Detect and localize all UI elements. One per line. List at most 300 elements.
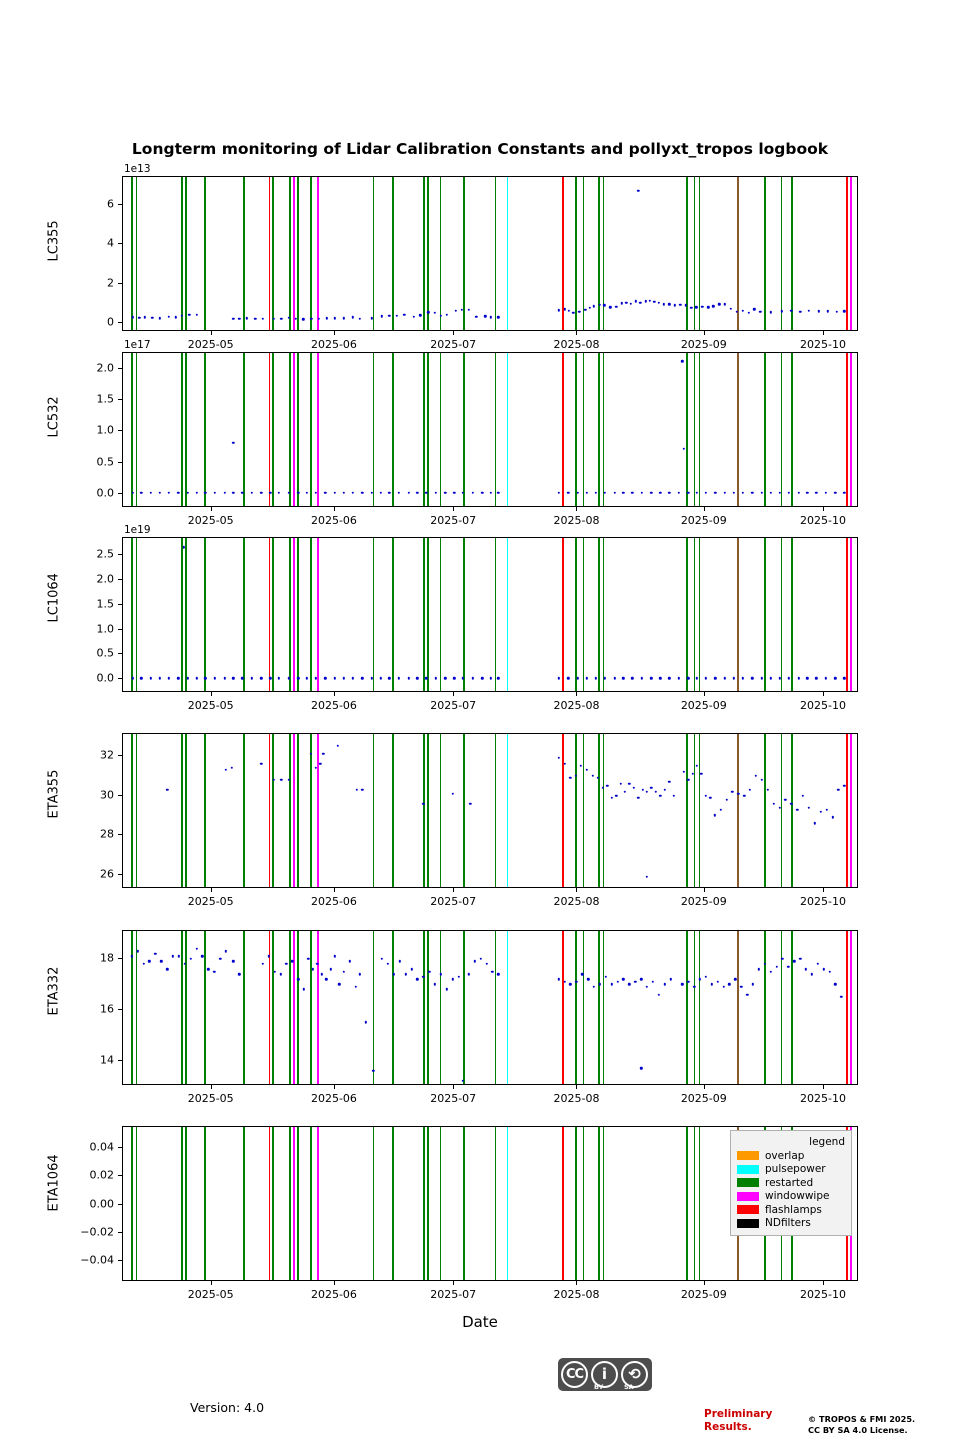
data-point: [828, 970, 830, 972]
event-line-restarted: [373, 538, 375, 691]
data-point: [563, 763, 565, 765]
legend-label: NDfilters: [765, 1217, 811, 1229]
data-point: [677, 492, 679, 494]
x-tick-label: 2025-07: [430, 699, 477, 712]
data-point: [338, 983, 340, 985]
event-line-restarted: [310, 177, 312, 330]
event-line-restarted: [289, 538, 291, 691]
data-point: [260, 677, 262, 679]
event-line-flashlamps: [846, 734, 848, 887]
x-tick-label: 2025-08: [553, 699, 600, 712]
event-line-windowwipe: [850, 734, 852, 887]
event-line-restarted: [185, 734, 187, 887]
event-line-restarted: [686, 1127, 688, 1280]
data-point: [177, 492, 179, 494]
y-axis-exponent-lc355: 1e13: [124, 163, 151, 175]
event-line-restarted: [243, 177, 245, 330]
y-tick: [118, 1204, 122, 1205]
event-line-restarted: [583, 931, 585, 1084]
event-line-restarted: [423, 1127, 425, 1280]
event-line-restarted: [204, 538, 206, 691]
event-line-restarted: [686, 931, 688, 1084]
legend-item-overlap[interactable]: [737, 1149, 845, 1162]
data-point: [659, 677, 661, 679]
event-line-restarted: [392, 931, 394, 1084]
x-tick: [211, 888, 212, 892]
data-point: [831, 816, 833, 818]
x-tick: [704, 888, 705, 892]
x-tick-label: 2025-09: [680, 1288, 727, 1301]
event-line-windowwipe: [850, 177, 852, 330]
data-point: [649, 299, 651, 301]
x-tick-label: 2025-07: [430, 1288, 477, 1301]
event-line-restarted: [463, 177, 465, 330]
data-point: [435, 677, 437, 679]
data-point: [640, 1067, 642, 1069]
x-tick-label: 2025-09: [680, 1092, 727, 1105]
y-axis-exponent-lc1064: 1e19: [124, 524, 151, 536]
data-point: [232, 677, 234, 679]
x-tick: [334, 692, 335, 696]
data-point: [668, 492, 670, 494]
data-point: [742, 677, 744, 679]
data-point: [354, 986, 356, 988]
data-point: [457, 976, 459, 978]
event-line-windowwipe: [317, 538, 319, 691]
x-tick: [576, 331, 577, 335]
event-line-restarted: [699, 931, 701, 1084]
event-line-restarted: [373, 734, 375, 887]
event-line-pulsepower: [507, 538, 509, 691]
y-axis-label-text: ETA332: [46, 966, 62, 1015]
legend-item-pulsepower[interactable]: [737, 1163, 845, 1176]
data-point: [351, 316, 353, 318]
legend-label: windowwipe: [765, 1190, 830, 1202]
event-line-restarted: [598, 931, 600, 1084]
figure-title: Longterm monitoring of Lidar Calibration Constants and pollyxt_tropos logbook: [131, 140, 829, 158]
data-point: [154, 953, 156, 955]
data-point: [379, 677, 381, 679]
legend-item-flashlamps[interactable]: [737, 1203, 845, 1216]
event-line-flashlamps: [562, 734, 564, 887]
subplot-lc532: [122, 352, 858, 507]
x-tick-label: 2025-05: [187, 1092, 234, 1105]
data-point: [388, 492, 390, 494]
data-point: [767, 788, 769, 790]
event-line-restarted: [131, 1127, 133, 1280]
data-point: [453, 677, 455, 679]
x-tick-label: 2025-09: [680, 895, 727, 908]
data-point: [343, 317, 345, 319]
x-tick: [334, 1281, 335, 1285]
data-point: [683, 771, 685, 773]
y-tick: [118, 1232, 122, 1233]
data-point: [652, 981, 654, 983]
data-point: [140, 492, 142, 494]
data-point: [166, 968, 168, 970]
data-point: [588, 307, 590, 309]
x-tick: [334, 507, 335, 511]
event-line-restarted: [781, 734, 783, 887]
x-tick-label: 2025-10: [800, 699, 847, 712]
x-tick-label: 2025-06: [310, 699, 357, 712]
data-point: [683, 448, 685, 450]
event-line-restarted: [392, 177, 394, 330]
data-point: [659, 492, 661, 494]
data-point: [453, 492, 455, 494]
event-line-restarted: [181, 177, 183, 330]
event-line-NDfilters: [737, 931, 739, 1084]
y-tick-label: 26: [100, 867, 114, 881]
y-tick: [118, 1009, 122, 1010]
data-point: [711, 983, 713, 985]
preliminary-results-note: [704, 1408, 772, 1434]
event-line-flashlamps: [846, 177, 848, 330]
data-point: [232, 318, 234, 320]
data-point: [302, 318, 304, 320]
data-point: [306, 677, 308, 679]
x-tick-label: 2025-05: [187, 895, 234, 908]
data-point: [753, 308, 755, 310]
data-point: [725, 798, 727, 800]
preliminary-line1: Preliminary: [704, 1408, 773, 1420]
event-line-restarted: [694, 1127, 696, 1280]
data-point: [633, 786, 635, 788]
event-line-restarted: [131, 353, 133, 506]
data-point: [251, 677, 253, 679]
data-point: [834, 677, 836, 679]
data-point: [166, 788, 168, 790]
event-line-windowwipe: [317, 353, 319, 506]
data-point: [324, 492, 326, 494]
event-line-restarted: [423, 931, 425, 1084]
y-tick: [118, 795, 122, 796]
y-tick: [118, 554, 122, 555]
y-tick-label: 1.0: [96, 622, 114, 636]
data-point: [175, 316, 177, 318]
x-tick-label: 2025-06: [310, 514, 357, 527]
legend-label: pulsepower: [765, 1163, 826, 1175]
data-point: [817, 963, 819, 965]
data-point: [584, 309, 586, 311]
data-point: [558, 757, 560, 759]
event-line-pulsepower: [507, 353, 509, 506]
data-point: [558, 677, 560, 679]
data-point: [569, 983, 571, 985]
data-point: [497, 973, 499, 975]
data-point: [641, 788, 643, 790]
data-point: [251, 492, 253, 494]
data-point: [742, 492, 744, 494]
preliminary-line2: Results.: [704, 1421, 752, 1434]
event-line-restarted: [463, 931, 465, 1084]
event-line-restarted: [603, 353, 605, 506]
data-point: [361, 677, 363, 679]
data-point: [497, 316, 499, 318]
data-point: [628, 782, 630, 784]
data-point: [407, 677, 409, 679]
x-tick: [453, 888, 454, 892]
x-tick-label: 2025-09: [680, 514, 727, 527]
data-point: [806, 492, 808, 494]
data-point: [481, 677, 483, 679]
data-point: [641, 492, 643, 494]
event-line-restarted: [583, 353, 585, 506]
data-point: [637, 796, 639, 798]
data-point: [705, 492, 707, 494]
y-tick: [118, 604, 122, 605]
y-tick: [118, 1147, 122, 1148]
data-point: [808, 310, 810, 312]
data-point: [262, 963, 264, 965]
event-line-restarted: [185, 353, 187, 506]
event-line-restarted: [136, 734, 138, 887]
data-point: [772, 802, 774, 804]
event-line-flashlamps: [562, 931, 564, 1084]
event-line-restarted: [136, 177, 138, 330]
event-line-restarted: [603, 177, 605, 330]
data-point: [479, 958, 481, 960]
data-point: [159, 317, 161, 319]
event-line-restarted: [598, 177, 600, 330]
event-line-windowwipe: [850, 931, 852, 1084]
data-point: [843, 677, 845, 679]
event-line-restarted: [781, 931, 783, 1084]
y-tick-label: 14: [100, 1053, 114, 1067]
data-point: [329, 968, 331, 970]
data-point: [434, 312, 436, 314]
data-point: [144, 316, 146, 318]
data-point: [167, 677, 169, 679]
event-line-restarted: [440, 538, 442, 691]
event-line-flashlamps: [846, 931, 848, 1084]
data-point: [585, 492, 587, 494]
data-point: [621, 302, 623, 304]
y-axis-label-text: ETA355: [46, 769, 62, 818]
event-line-restarted: [694, 734, 696, 887]
x-tick-label: 2025-08: [553, 1288, 600, 1301]
data-point: [497, 492, 499, 494]
data-point: [238, 973, 240, 975]
event-line-restarted: [575, 353, 577, 506]
event-line-windowwipe: [317, 734, 319, 887]
data-point: [343, 677, 345, 679]
plot-area: [123, 931, 857, 1084]
y-tick-label: 0.0: [96, 671, 114, 685]
y-tick: [118, 493, 122, 494]
cc-license-badge[interactable]: [558, 1358, 652, 1391]
x-tick-label: 2025-05: [187, 1288, 234, 1301]
data-point: [490, 316, 492, 318]
data-point: [223, 677, 225, 679]
y-tick-label: 0.5: [96, 646, 114, 660]
data-point: [814, 822, 816, 824]
data-point: [398, 677, 400, 679]
event-line-windowwipe: [293, 1127, 295, 1280]
data-point: [225, 769, 227, 771]
y-tick-label: 18: [100, 951, 114, 965]
legend-label: overlap: [765, 1149, 805, 1162]
data-point: [213, 970, 215, 972]
event-line-restarted: [764, 931, 766, 1084]
y-tick-label: 6: [107, 197, 114, 211]
data-point: [585, 677, 587, 679]
data-point: [624, 790, 626, 792]
data-point: [490, 492, 492, 494]
x-tick: [704, 331, 705, 335]
data-point: [142, 963, 144, 965]
x-axis-title: Date: [462, 1313, 498, 1331]
data-point: [195, 492, 197, 494]
y-axis-label-eta332: [44, 966, 64, 1018]
event-line-restarted: [495, 538, 497, 691]
event-line-restarted: [272, 538, 274, 691]
event-line-flashlamps: [269, 538, 271, 691]
x-tick: [576, 1281, 577, 1285]
data-point: [787, 965, 789, 967]
x-tick: [211, 507, 212, 511]
event-line-restarted: [297, 1127, 299, 1280]
event-line-restarted: [289, 353, 291, 506]
copyright-line2: CC BY SA 4.0 License.: [808, 1425, 908, 1436]
x-tick: [823, 692, 824, 696]
event-line-restarted: [495, 177, 497, 330]
x-tick-label: 2025-06: [310, 338, 357, 351]
data-point: [245, 317, 247, 319]
event-line-restarted: [310, 353, 312, 506]
data-point: [569, 777, 571, 779]
data-point: [446, 314, 448, 316]
event-line-restarted: [204, 353, 206, 506]
data-point: [334, 317, 336, 319]
y-tick: [118, 368, 122, 369]
x-tick: [823, 507, 824, 511]
x-tick-label: 2025-10: [800, 514, 847, 527]
event-line-restarted: [392, 538, 394, 691]
subplot-eta332: [122, 930, 858, 1085]
data-point: [207, 968, 209, 970]
y-tick-label: 2: [107, 276, 114, 290]
event-line-restarted: [131, 931, 133, 1084]
data-point: [381, 315, 383, 317]
event-line-restarted: [131, 734, 133, 887]
data-point: [497, 677, 499, 679]
event-line-restarted: [440, 734, 442, 887]
event-line-restarted: [181, 538, 183, 691]
data-point: [834, 983, 836, 985]
data-point: [416, 492, 418, 494]
event-line-restarted: [136, 538, 138, 691]
event-line-restarted: [495, 734, 497, 887]
data-point: [650, 677, 652, 679]
data-point: [279, 973, 281, 975]
data-point: [719, 808, 721, 810]
plot-area: [123, 538, 857, 691]
data-point: [150, 492, 152, 494]
data-point: [707, 306, 709, 308]
data-point: [214, 492, 216, 494]
x-tick-label: 2025-07: [430, 338, 477, 351]
data-point: [148, 960, 150, 962]
data-point: [843, 492, 845, 494]
data-point: [825, 492, 827, 494]
data-point: [668, 780, 670, 782]
data-point: [469, 802, 471, 804]
event-line-flashlamps: [269, 734, 271, 887]
data-point: [724, 677, 726, 679]
x-tick: [453, 692, 454, 696]
event-line-restarted: [440, 353, 442, 506]
data-point: [843, 784, 845, 786]
y-tick-label: 0.5: [96, 455, 114, 469]
y-tick-label: −0.02: [80, 1225, 114, 1239]
data-point: [630, 303, 632, 305]
data-point: [396, 314, 398, 316]
data-point: [580, 765, 582, 767]
data-point: [187, 677, 189, 679]
data-point: [577, 677, 579, 679]
data-point: [749, 788, 751, 790]
data-point: [214, 677, 216, 679]
data-point: [769, 492, 771, 494]
data-point: [454, 309, 456, 311]
data-point: [577, 492, 579, 494]
data-point: [799, 958, 801, 960]
y-tick-label: 0.04: [89, 1140, 114, 1154]
data-point: [769, 677, 771, 679]
legend[interactable]: [730, 1130, 852, 1236]
y-tick-label: 32: [100, 748, 114, 762]
data-point: [705, 677, 707, 679]
y-tick: [118, 399, 122, 400]
data-point: [285, 963, 287, 965]
x-tick-label: 2025-06: [310, 1288, 357, 1301]
data-point: [714, 492, 716, 494]
data-point: [674, 304, 676, 306]
legend-swatch-flashlamps: [737, 1205, 759, 1214]
event-line-restarted: [297, 177, 299, 330]
data-point: [604, 677, 606, 679]
data-point: [593, 305, 595, 307]
data-point: [365, 1021, 367, 1023]
data-point: [788, 492, 790, 494]
x-tick: [823, 1085, 824, 1089]
y-axis-label-lc1064: [44, 572, 64, 625]
event-line-pulsepower: [507, 734, 509, 887]
y-axis-exponent-lc532: 1e17: [124, 339, 151, 351]
legend-item-NDfilters[interactable]: [737, 1217, 845, 1230]
data-point: [398, 492, 400, 494]
event-line-restarted: [297, 353, 299, 506]
event-line-restarted: [764, 177, 766, 330]
legend-item-windowwipe[interactable]: [737, 1190, 845, 1203]
data-point: [799, 310, 801, 312]
legend-swatch-pulsepower: [737, 1165, 759, 1174]
event-line-restarted: [686, 734, 688, 887]
data-point: [646, 986, 648, 988]
x-tick-label: 2025-10: [800, 1288, 847, 1301]
data-point: [634, 981, 636, 983]
event-line-restarted: [440, 931, 442, 1084]
x-tick-label: 2025-08: [553, 338, 600, 351]
event-line-flashlamps: [846, 538, 848, 691]
legend-item-restarted[interactable]: [737, 1176, 845, 1189]
data-point: [658, 993, 660, 995]
event-line-restarted: [392, 734, 394, 887]
x-tick: [211, 692, 212, 696]
data-point: [399, 960, 401, 962]
x-tick: [704, 692, 705, 696]
